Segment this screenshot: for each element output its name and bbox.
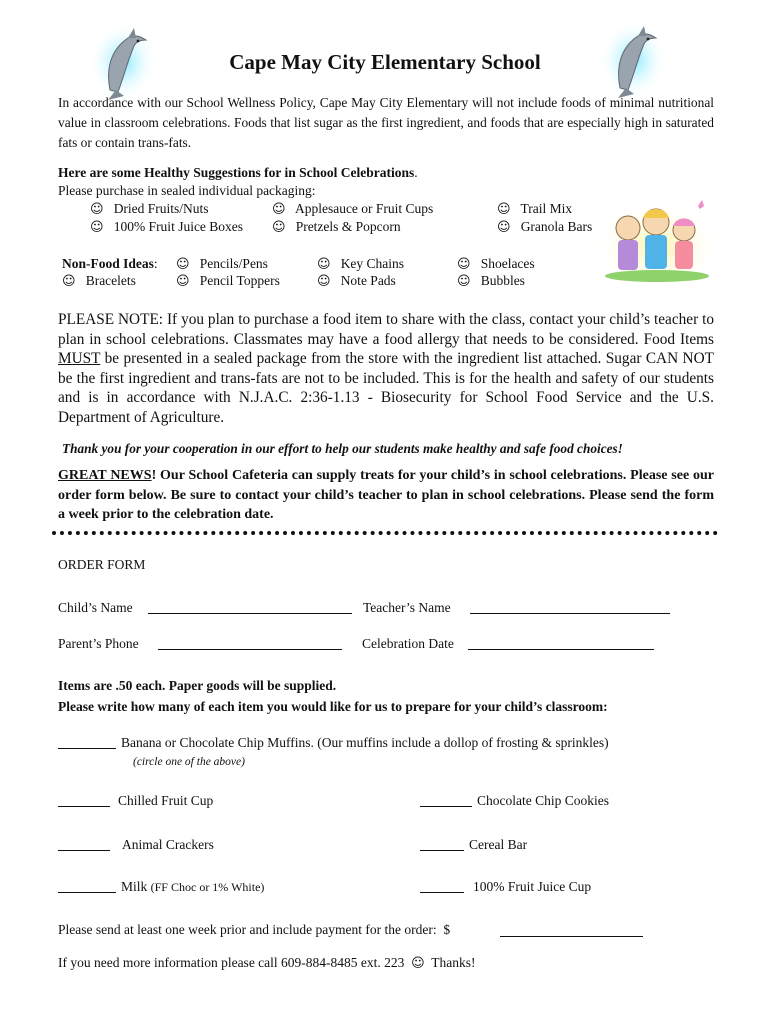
- please-note-part1: PLEASE NOTE: If you plan to purchase a food item to share with the class, contact your child’s teacher to plan in school celebrations. Classmates may have a food allergy that needs to be considered. Food Items: [58, 311, 714, 348]
- muffins-label: Banana or Chocolate Chip Muffins. (Our muffins include a dollop of frosting & sprinkles): [121, 735, 609, 750]
- page-title: Cape May City Elementary School: [229, 50, 541, 74]
- please-note-part2: be presented in a sealed package from the store with the ingredient list attached. Sugar CAN NOT be the first ingredient and trans-fats are not to be included. This is for the health and safety of our students and is in accordance with N.J.A.C. 2:36-1.13 - Biosecurity for School Food Service and the U.S. Department of Agriculture.: [58, 350, 714, 426]
- list-item: [90, 201, 209, 217]
- non-food-item: Pencil Toppers: [199, 273, 280, 288]
- smiley-icon: ☺: [457, 257, 471, 272]
- smiley-icon: ☺: [176, 257, 190, 272]
- dotted-divider: [52, 531, 718, 535]
- list-item: [62, 273, 136, 289]
- list-item: [497, 201, 572, 217]
- great-news-label: GREAT NEWS: [58, 468, 152, 483]
- smiley-icon: ☺: [497, 220, 511, 235]
- juice-cup-label: 100% Fruit Juice Cup: [473, 879, 592, 894]
- non-food-item: Note Pads: [340, 273, 396, 288]
- parents-phone-label: Parent’s Phone: [58, 636, 139, 651]
- please-note-paragraph: [58, 310, 714, 428]
- milk-note: (FF Choc or 1% White): [150, 880, 265, 894]
- childs-name-field[interactable]: [148, 613, 352, 614]
- thanks-text: Thanks!: [431, 955, 476, 970]
- suggestion-item: Trail Mix: [520, 201, 573, 216]
- contact-line: [58, 955, 475, 971]
- suggestions-heading: [58, 165, 418, 181]
- dollar-sign: $: [443, 922, 451, 937]
- non-food-label-colon: :: [153, 256, 158, 271]
- milk-quantity-field[interactable]: [58, 892, 116, 893]
- list-item: [176, 256, 268, 272]
- intro-paragraph: In accordance with our School Wellness Policy, Cape May City Elementary will not include foods of minimal nutritional value in classroom celebrations. Foods that list sugar as the first ingredient, and foods that are especially high in saturated fats or contain trans-fats.: [58, 95, 714, 150]
- list-item: [457, 273, 525, 289]
- cookies-quantity-field[interactable]: [420, 806, 472, 807]
- order-form-heading: ORDER FORM: [58, 557, 146, 572]
- suggestion-item: Granola Bars: [520, 219, 593, 234]
- milk-label: Milk: [121, 879, 148, 894]
- list-item: [272, 219, 401, 235]
- cereal-bar-label: Cereal Bar: [469, 837, 528, 852]
- animal-crackers-label: Animal Crackers: [122, 837, 214, 852]
- celebration-date-label: Celebration Date: [362, 636, 454, 651]
- great-news-text: ! Our School Cafeteria can supply treats for your child’s in school celebrations. Please see our order form below. Be sure to contact your child’s teacher to plan in school celebrations. Please send the form a week prior to the celebration date.: [58, 468, 715, 522]
- non-food-label-text: Non-Food Ideas: [62, 256, 154, 271]
- suggestions-heading-text: Here are some Healthy Suggestions for in School Celebrations: [58, 165, 415, 180]
- list-item: [457, 256, 535, 272]
- muffins-quantity-field[interactable]: [58, 748, 116, 749]
- cereal-bar-quantity-field[interactable]: [420, 850, 464, 851]
- list-item: [317, 273, 396, 289]
- smiley-icon: ☺: [497, 202, 511, 217]
- contact-text: If you need more information please call 609-884-8485 ext. 223: [58, 955, 405, 970]
- non-food-item: Shoelaces: [480, 256, 535, 271]
- list-item: [90, 219, 243, 235]
- smiley-icon: ☺: [90, 202, 104, 217]
- smiley-icon: ☺: [176, 274, 190, 289]
- payment-line: [58, 922, 450, 938]
- smiley-icon: ☺: [90, 220, 104, 235]
- payment-amount-field[interactable]: [500, 936, 643, 937]
- children-clipart-image: [598, 192, 716, 284]
- smiley-icon: ☺: [317, 274, 331, 289]
- smiley-icon: ☺: [272, 220, 286, 235]
- suggestions-heading-period: .: [414, 165, 418, 180]
- suggestion-item: Applesauce or Fruit Cups: [294, 201, 434, 216]
- animal-crackers-quantity-field[interactable]: [58, 850, 110, 851]
- non-food-item: Key Chains: [340, 256, 405, 271]
- must-emphasis: MUST: [58, 350, 101, 368]
- non-food-item: Bubbles: [480, 273, 525, 288]
- teachers-name-field[interactable]: [470, 613, 670, 614]
- suggestion-item: Pretzels & Popcorn: [295, 219, 401, 234]
- cookies-label: Chocolate Chip Cookies: [477, 793, 609, 808]
- smiley-icon: ☺: [62, 274, 76, 289]
- list-item: [317, 256, 404, 272]
- list-item: [272, 201, 433, 217]
- childs-name-label: Child’s Name: [58, 600, 133, 615]
- smiley-icon: ☺: [411, 956, 425, 971]
- purchase-note: Please purchase in sealed individual packaging:: [58, 183, 316, 198]
- circle-note: (circle one of the above): [133, 756, 245, 768]
- chilled-fruit-label: Chilled Fruit Cup: [118, 793, 214, 808]
- parents-phone-field[interactable]: [158, 649, 342, 650]
- great-news-paragraph: [58, 466, 714, 525]
- suggestion-item: 100% Fruit Juice Boxes: [113, 219, 244, 234]
- payment-label: Please send at least one week prior and include payment for the order:: [58, 922, 437, 937]
- thank-you-note: Thank you for your cooperation in our effort to help our students make healthy and safe food choices!: [62, 441, 623, 456]
- teachers-name-label: Teacher’s Name: [363, 600, 451, 615]
- celebration-date-field[interactable]: [468, 649, 654, 650]
- smiley-icon: ☺: [317, 257, 331, 272]
- smiley-icon: ☺: [272, 202, 286, 217]
- list-item: [497, 219, 592, 235]
- price-note: Items are .50 each. Paper goods will be supplied.: [58, 678, 337, 693]
- non-food-label: [62, 256, 158, 272]
- smiley-icon: ☺: [457, 274, 471, 289]
- suggestion-item: Dried Fruits/Nuts: [113, 201, 209, 216]
- list-item: [176, 273, 280, 289]
- juice-cup-quantity-field[interactable]: [420, 892, 464, 893]
- chilled-fruit-quantity-field[interactable]: [58, 806, 110, 807]
- non-food-item: Pencils/Pens: [199, 256, 268, 271]
- non-food-item: Bracelets: [85, 273, 136, 288]
- order-instructions: Please write how many of each item you would like for us to prepare for your child’s classroom:: [58, 699, 608, 714]
- milk-item: [121, 879, 264, 895]
